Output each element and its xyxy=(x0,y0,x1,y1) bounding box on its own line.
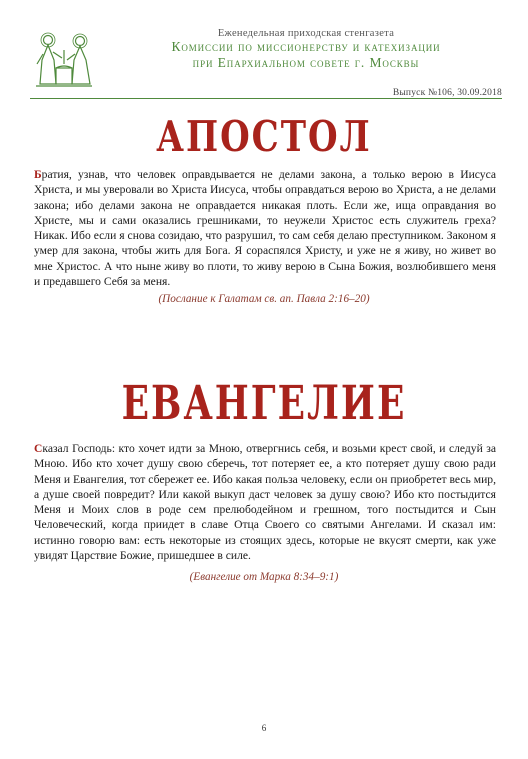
gospel-drop-letter: С xyxy=(34,442,43,455)
christ-samaritan-woman-well-icon xyxy=(34,30,94,94)
issue-number: Выпуск №106, 30.09.2018 xyxy=(392,88,502,98)
gospel-citation: (Евангелие от Марка 8:34–9:1) xyxy=(189,571,339,583)
gospel-reading-text: казал Господь: кто хочет идти за Мною, отвергнись себя, и возьми крест свой, и следуй за Мною. Ибо кто хочет душу свою сберечь, тот потеряет ее, а кто потеряет душу свою ради Меня и Евангелия, тот сбережет ее. Ибо какая польза человеку, если он приобретет весь мир, а душе своей повредит? Или какой выкуп даст человек за душу свою? Ибо кто постыдится Меня и Моих слов в роде сем прелюбодейном и грешном, того постыдится и Сын Человеческий, когда приидет в славе Отца Своего со святыми Ангелами. И сказал им: истинно говорю вам: есть некоторые из стоящих здесь, которые не вкусят смерти, как уже увидят Царствие Божие, пришедшее в силе. xyxy=(34,442,496,563)
gospel-reading xyxy=(34,441,496,563)
masthead-text xyxy=(110,24,502,71)
header-divider xyxy=(30,98,502,99)
gospel-title: ЕВАНГЕЛИЕ xyxy=(121,376,407,431)
apostol-title: АПОСТОЛ xyxy=(156,112,372,162)
masthead-line-2: при Епархиальном совете г. Москвы xyxy=(192,55,420,70)
masthead-header xyxy=(30,24,502,104)
apostol-reading-text: ратия, узнав, что человек оправдывается не делами закона, а только верою в Иисуса Христа, и мы уверовали во Христа Иисуса, чтобы оправдаться верою во Христа, а не делами закона; ибо делами закона не оправдается никакая плоть. Если же, ища оправдания во Христе, мы и сами оказались грешниками, то неужели Христос есть служитель греха? Никак. Ибо если я снова созидаю, что разрушил, то сам себя делаю преступником. Законом я умер для закона, чтобы жить для Бога. Я сораспялся Христу, и уже не я живу, но живет во мне Христос. А что ныне живу во плоти, то живу верою в Сына Божия, возлюбившего меня и предавшего Себя за меня. xyxy=(34,168,496,289)
apostol-reading xyxy=(34,167,496,289)
apostol-citation: (Послание к Галатам св. ап. Павла 2:16–20) xyxy=(158,293,370,305)
masthead-subtitle: Еженедельная приходская стенгазета xyxy=(217,28,395,39)
masthead-line-1: Комиссии по миссионерству и катехизации xyxy=(171,39,441,54)
page-number: 6 xyxy=(261,723,267,733)
apostol-drop-letter: Б xyxy=(34,168,42,181)
